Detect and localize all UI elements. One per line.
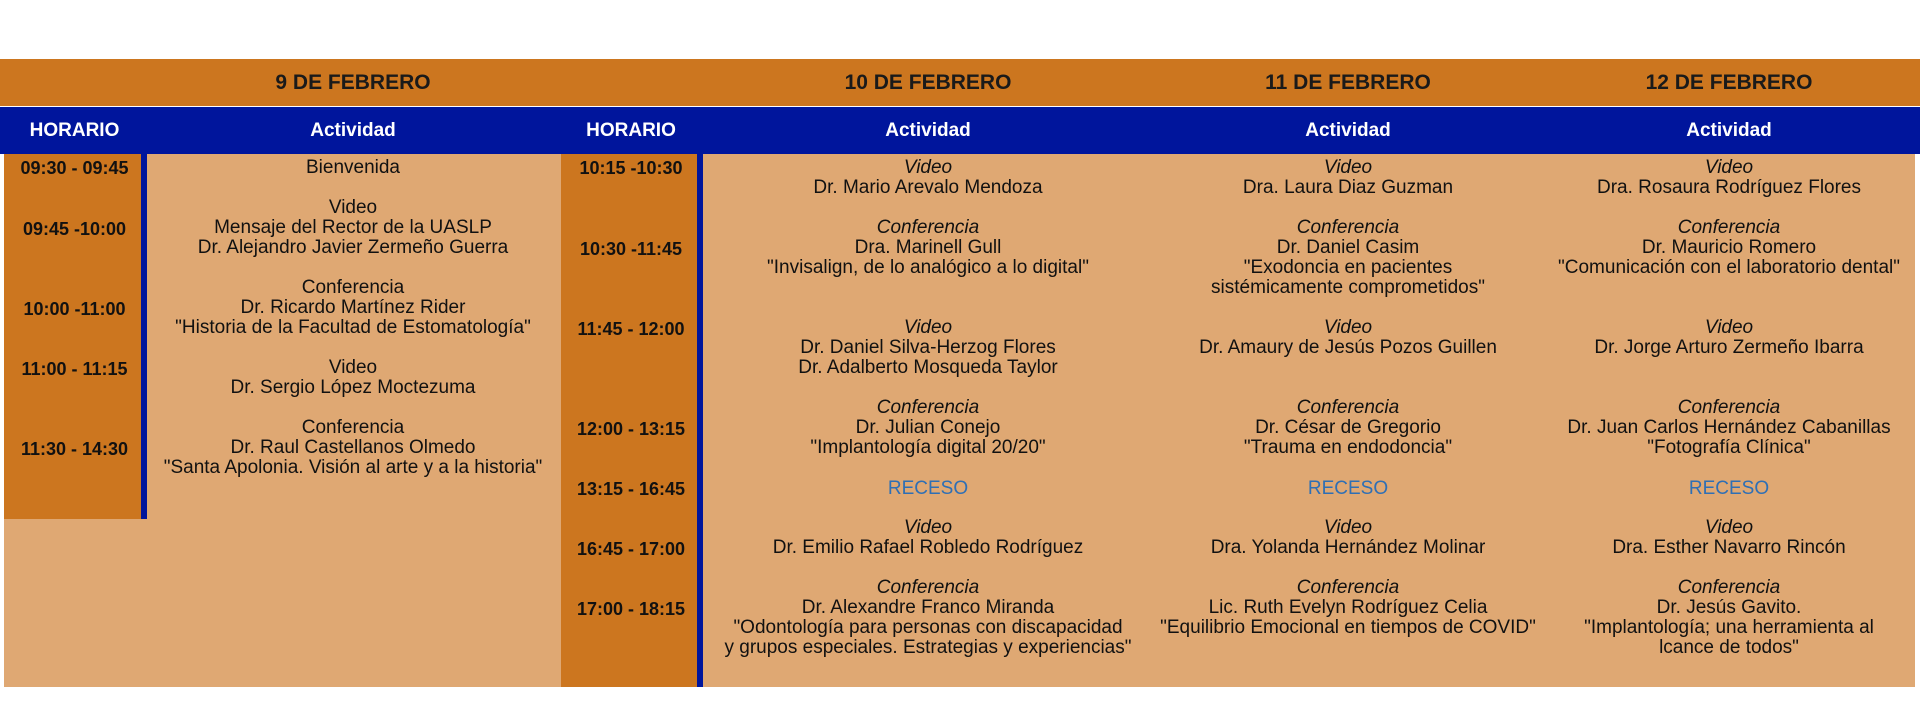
activity-type: Video — [903, 317, 953, 338]
time-slot: 12:00 - 13:15 — [576, 419, 686, 439]
receso-label: RECESO — [1307, 478, 1389, 499]
date-day2: 10 DE FEBRERO — [844, 71, 1012, 94]
activity-topic: "Comunicación con el laboratorio dental" — [1558, 257, 1900, 278]
receso-label: RECESO — [887, 478, 969, 499]
activity-topic: "Equilibrio Emocional en tiempos de COVID" — [1160, 617, 1536, 638]
activity-speaker: Dr. Alejandro Javier Zermeño Guerra — [197, 237, 509, 258]
activity-type: Conferencia — [876, 577, 980, 598]
activity-speaker: Dr. Sergio López Moctezuma — [230, 377, 476, 398]
activity-type: Conferencia — [301, 417, 405, 438]
activity-type: Video — [1704, 157, 1754, 178]
activity-type: Video — [1704, 517, 1754, 538]
activity-cell — [1543, 578, 1915, 658]
activity-topic: y grupos especiales. Estrategias y experiencias" — [724, 637, 1132, 658]
header-actividad: Actividad — [885, 120, 971, 141]
activity-speaker: Dra. Yolanda Hernández Molinar — [1210, 537, 1486, 558]
activity-speaker: Dr. Daniel Casim — [1276, 237, 1420, 258]
activity-speaker: Dr. Emilio Rafael Robledo Rodríguez — [772, 537, 1084, 558]
activity-speaker: Dr. Raul Castellanos Olmedo — [230, 437, 476, 458]
time-slot: 09:45 -10:00 — [22, 219, 127, 239]
activity-line: Mensaje del Rector de la UASLP — [214, 217, 492, 238]
activity-cell — [703, 578, 1153, 658]
activity-speaker: Dr. Mario Arevalo Mendoza — [813, 177, 1043, 198]
activity-topic: "Historia de la Facultad de Estomatología" — [175, 317, 531, 338]
activity-speaker: Dr. Daniel Silva-Herzog Flores — [800, 337, 1056, 358]
receso-label: RECESO — [1688, 478, 1770, 499]
activity-cell — [1153, 518, 1543, 558]
activity-type: Conferencia — [1296, 217, 1400, 238]
activity-cell — [703, 398, 1153, 458]
activity-topic: "Fotografía Clínica" — [1647, 437, 1811, 458]
time-slot: 13:15 - 16:45 — [576, 479, 686, 499]
activity-speaker: Dra. Esther Navarro Rincón — [1612, 537, 1846, 558]
header-actividad: Actividad — [310, 120, 396, 141]
activity-type: Video — [1323, 517, 1373, 538]
activity-type: Conferencia — [1677, 577, 1781, 598]
activity-type: Video — [1704, 317, 1754, 338]
activity-type: Video — [1323, 317, 1373, 338]
activity-speaker: Dr. Julian Conejo — [855, 417, 1001, 438]
activity-cell — [703, 218, 1153, 278]
header-horario: HORARIO — [586, 120, 676, 141]
activity-cell — [1543, 218, 1915, 278]
activity-speaker: Dr. Jorge Arturo Zermeño Ibarra — [1594, 337, 1864, 358]
time-slot: 11:00 - 11:15 — [21, 359, 128, 379]
activity-cell — [145, 418, 561, 478]
activity-speaker: Dra. Laura Diaz Guzman — [1242, 177, 1454, 198]
activity-speaker: Dra. Marinell Gull — [854, 237, 1002, 258]
activity-cell — [1543, 398, 1915, 458]
date-day1: 9 DE FEBRERO — [275, 71, 431, 94]
activity-topic: "Santa Apolonia. Visión al arte y a la historia" — [163, 457, 543, 478]
activity-cell — [1153, 218, 1543, 298]
activity-speaker: Dr. Alexandre Franco Miranda — [801, 597, 1055, 618]
activity-cell — [1543, 158, 1915, 198]
activity-cell — [145, 358, 561, 398]
activity-speaker: Dr. César de Gregorio — [1255, 417, 1441, 438]
activity-type: Conferencia — [1677, 397, 1781, 418]
activity-topic: sistémicamente comprometidos" — [1211, 277, 1485, 298]
activity-cell — [1543, 518, 1915, 558]
activity-type: Video — [1323, 157, 1373, 178]
activity-cell — [1153, 578, 1543, 638]
time-slot: 11:30 - 14:30 — [20, 439, 129, 459]
activity-cell — [1153, 318, 1543, 358]
activity-speaker: Dr. Jesús Gavito. — [1656, 597, 1802, 618]
activity-type: Conferencia — [301, 277, 405, 298]
activity-title: Bienvenida — [305, 157, 401, 178]
header-actividad: Actividad — [1686, 120, 1772, 141]
activity-speaker: Dr. Mauricio Romero — [1641, 237, 1817, 258]
date-day3: 11 DE FEBRERO — [1265, 71, 1431, 94]
time-slot: 10:30 -11:45 — [579, 239, 683, 259]
time-slot: 10:00 -11:00 — [23, 299, 126, 319]
activity-type: Video — [328, 197, 378, 218]
activity-type: Conferencia — [1296, 397, 1400, 418]
activity-speaker: Dr. Juan Carlos Hernández Cabanillas — [1567, 417, 1891, 438]
activity-topic: "Implantología digital 20/20" — [810, 437, 1046, 458]
time-slot: 17:00 - 18:15 — [576, 599, 686, 619]
activity-type: Conferencia — [1677, 217, 1781, 238]
activity-topic: "Exodoncia en pacientes — [1243, 257, 1453, 278]
activity-topic: "Invisalign, de lo analógico a lo digital" — [767, 257, 1089, 278]
activity-topic: "Odontología para personas con discapacidad — [733, 617, 1123, 638]
activity-cell — [145, 278, 561, 338]
activity-cell — [1543, 318, 1915, 358]
activity-speaker: Dr. Amaury de Jesús Pozos Guillen — [1199, 337, 1497, 358]
activity-cell — [703, 158, 1153, 198]
activity-topic: "Trauma en endodoncia" — [1243, 437, 1453, 458]
activity-topic: lcance de todos" — [1659, 637, 1799, 658]
activity-speaker: Dr. Ricardo Martínez Rider — [240, 297, 466, 318]
activity-cell — [1153, 158, 1543, 198]
activity-speaker: Lic. Ruth Evelyn Rodríguez Celia — [1208, 597, 1488, 618]
activity-cell — [703, 518, 1153, 558]
date-day4: 12 DE FEBRERO — [1645, 71, 1813, 94]
activity-cell — [1153, 398, 1543, 458]
activity-type: Video — [903, 157, 953, 178]
activity-cell — [145, 198, 561, 258]
day1-time-column — [4, 154, 145, 519]
header-horario: HORARIO — [29, 120, 120, 141]
activity-type: Conferencia — [876, 397, 980, 418]
time-slot: 10:15 -10:30 — [579, 158, 683, 178]
activity-speaker: Dr. Adalberto Mosqueda Taylor — [798, 357, 1058, 378]
activity-type: Video — [328, 357, 378, 378]
time-slot: 16:45 - 17:00 — [576, 539, 686, 559]
time-slot: 11:45 - 12:00 — [577, 319, 685, 339]
activity-type: Conferencia — [876, 217, 980, 238]
activity-speaker: Dra. Rosaura Rodríguez Flores — [1597, 177, 1861, 198]
activity-cell — [703, 318, 1153, 378]
activity-type: Conferencia — [1296, 577, 1400, 598]
header-actividad: Actividad — [1305, 120, 1391, 141]
time-slot: 09:30 - 09:45 — [20, 158, 129, 178]
activity-type: Video — [903, 517, 953, 538]
activity-topic: "Implantología; una herramienta al — [1584, 617, 1874, 638]
activity-cell — [145, 158, 561, 178]
